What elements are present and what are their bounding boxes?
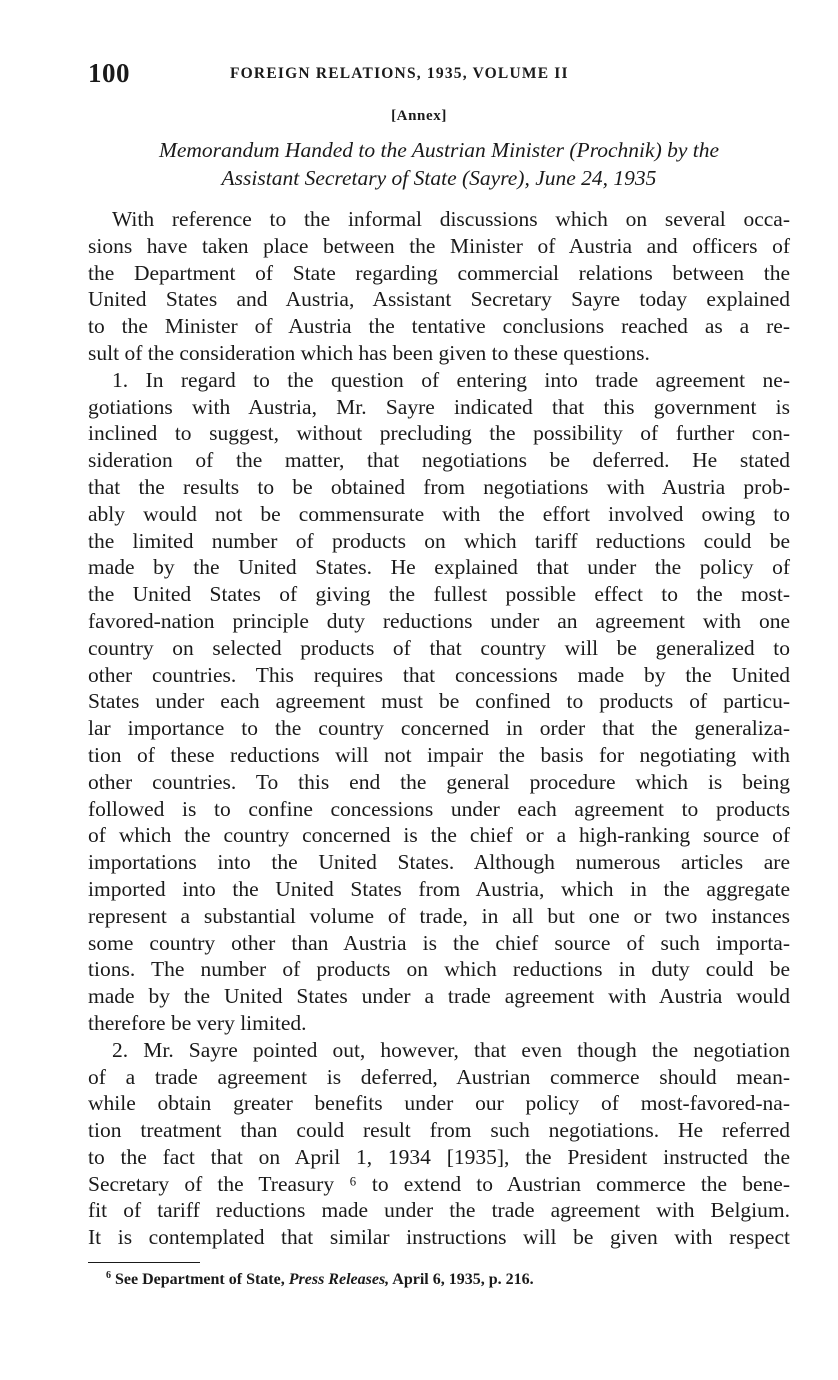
page-number: 100	[88, 58, 130, 88]
footnote-italic-title: Press Releases,	[288, 1271, 390, 1288]
footnote-text-after: April 6, 1935, p. 216.	[392, 1271, 534, 1288]
body-line: ably would not be commensurate with the effort involved owing to	[88, 501, 790, 526]
body-line: gotiations with Austria, Mr. Sayre indicated that this government is	[88, 394, 790, 419]
body-line: States under each agreement must be confined to products of particu-	[88, 689, 790, 714]
footnote-text-before: See Department of State,	[115, 1271, 285, 1288]
body-line: to the fact that on April 1, 1934 [1935], the President instructed the	[88, 1144, 790, 1169]
body-line: imported into the United States from Austria, which in the aggregate	[88, 876, 790, 901]
body-line: made by the United States. He explained that under the policy of	[88, 555, 790, 580]
footnote-marker: 6	[106, 1270, 111, 1281]
body-line: sideration of the matter, that negotiations be deferred. He stated	[88, 448, 790, 473]
body-text	[88, 206, 790, 1251]
body-line: 2. Mr. Sayre pointed out, however, that even though the negotiation	[112, 1037, 790, 1062]
body-line: tion treatment than could result from such negotiations. He referred	[88, 1118, 790, 1143]
body-line: of a trade agreement is deferred, Austrian commerce should mean-	[88, 1064, 790, 1089]
body-line: It is contemplated that similar instructions will be given with respect	[88, 1225, 790, 1250]
footnote-rule	[88, 1262, 200, 1263]
body-line: to the Minister of Austria the tentative conclusions reached as a re-	[88, 314, 790, 339]
body-line: made by the United States under a trade agreement with Austria would	[88, 984, 790, 1009]
body-line: lar importance to the country concerned in order that the generaliza-	[88, 716, 790, 741]
memo-title-line-1: Memorandum Handed to the Austrian Minister (Prochnik) by the	[158, 138, 720, 162]
memo-title	[88, 136, 790, 192]
running-head	[88, 58, 790, 92]
body-line: fit of tariff reductions made under the trade agreement with Belgium.	[88, 1198, 790, 1223]
body-line: importations into the United States. Although numerous articles are	[88, 850, 790, 875]
body-line: the Department of State regarding commercial relations between the	[88, 260, 790, 285]
body-line: followed is to confine concessions under each agreement to products	[88, 796, 790, 821]
body-line: represent a substantial volume of trade, in all but one or two instances	[88, 903, 790, 928]
body-line: tion of these reductions will not impair the basis for negotiating with	[88, 742, 790, 767]
body-line: while obtain greater benefits under our policy of most-favored-na-	[88, 1091, 790, 1116]
body-line: 1. In regard to the question of entering into trade agreement ne-	[112, 367, 790, 392]
body-line: other countries. This requires that concessions made by the United	[88, 662, 790, 687]
body-line: inclined to suggest, without precluding the possibility of further con-	[88, 421, 790, 446]
body-line: tions. The number of products on which reductions in duty could be	[88, 957, 790, 982]
body-line: sions have taken place between the Minister of Austria and officers of	[88, 233, 790, 258]
body-line: therefore be very limited.	[88, 1010, 307, 1035]
annex-label: [Annex]	[391, 108, 447, 124]
body-line: With reference to the informal discussions which on several occa-	[112, 207, 790, 231]
body-line: country on selected products of that country will be generalized to	[88, 635, 790, 660]
body-line: Secretary of the Treasury ⁶ to extend to Austrian commerce the bene-	[88, 1171, 790, 1196]
body-line: sult of the consideration which has been given to these questions.	[88, 340, 650, 365]
body-line: favored-nation principle duty reductions under an agreement with one	[88, 608, 790, 633]
body-line: the limited number of products on which tariff reductions could be	[88, 528, 790, 553]
body-line: United States and Austria, Assistant Secretary Sayre today explained	[88, 287, 790, 312]
body-line: some country other than Austria is the chief source of such importa-	[88, 930, 790, 955]
footnote	[106, 1270, 534, 1289]
body-line: of which the country concerned is the chief or a high-ranking source of	[88, 823, 790, 848]
running-title: FOREIGN RELATIONS, 1935, VOLUME II	[230, 65, 569, 82]
memo-title-line-2: Assistant Secretary of State (Sayre), June 24, 1935	[221, 166, 657, 190]
body-line: other countries. To this end the general procedure which is being	[88, 769, 790, 794]
body-line: the United States of giving the fullest possible effect to the most-	[88, 582, 790, 607]
body-line: that the results to be obtained from negotiations with Austria prob-	[88, 474, 790, 499]
